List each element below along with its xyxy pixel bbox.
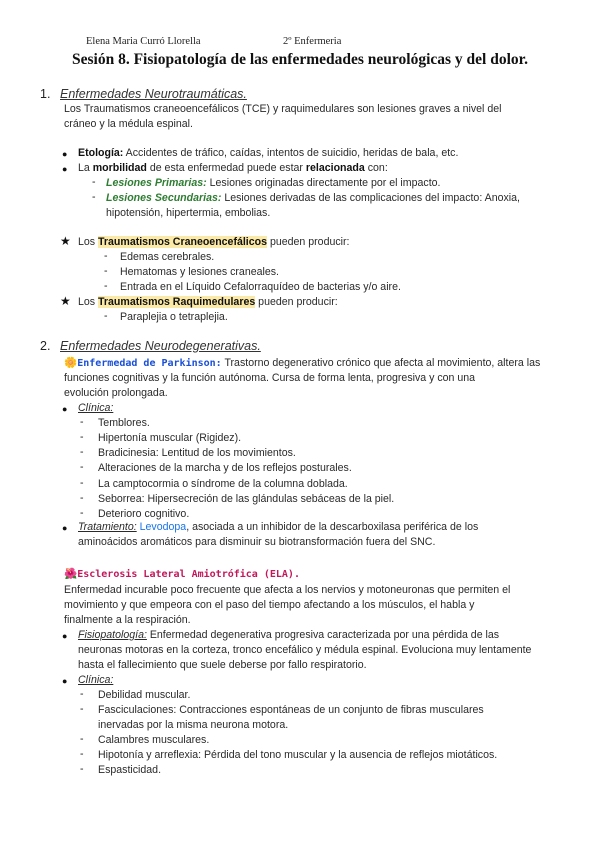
primary-lesions-line xyxy=(106,176,440,191)
clinica-label: Clínica: xyxy=(78,674,114,686)
raq-highlight: Traumatismos Raquimedulares xyxy=(98,296,256,308)
list-item: Paraplejia o tetraplejia. xyxy=(120,311,228,323)
bullet-icon: ● xyxy=(62,523,68,533)
dash-icon: - xyxy=(104,265,108,277)
list-item: Hematomas y lesiones craneales. xyxy=(120,266,279,278)
clinica-label: Clínica: xyxy=(78,402,114,414)
ela-heading xyxy=(64,567,300,582)
dash-icon: - xyxy=(80,431,84,443)
hibiscus-icon: 🌺 xyxy=(64,568,78,580)
treatment-line1 xyxy=(78,520,478,535)
ela-line2: movimiento y que empeora con el paso del tiempo afectando a los músculos, el habla y xyxy=(64,599,475,611)
dash-icon: - xyxy=(92,191,96,203)
list-item: Fasciculaciones: Contracciones espontáneas de un conjunto de fibras musculares xyxy=(98,704,484,716)
parkinson-line2: funciones cognitivas y la función autónoma. Cursa de forma lenta, progresiva y con una xyxy=(64,372,476,384)
parkinson-text: Trastorno degenerativo crónico que afecta al movimiento, altera las xyxy=(221,357,541,369)
dash-icon: - xyxy=(80,416,84,428)
fisio-line2: neuronas motoras en la corteza, tronco encefálico y médula espinal. Evoluciona muy lentamente xyxy=(78,644,532,656)
etiology-label: Etología: xyxy=(78,147,124,159)
morb-bold-1: morbilidad xyxy=(92,162,147,174)
parkinson-label: Enfermedad de Parkinson: xyxy=(77,358,222,369)
raq-pre: Los xyxy=(78,296,99,308)
course-name: 2º Enfermeria xyxy=(283,36,342,47)
list-item: Deterioro cognitivo. xyxy=(98,508,190,520)
tce-intro xyxy=(78,235,349,250)
section-2-number: 2. xyxy=(40,339,51,353)
treatment-line2: aminoácidos aromáticos para disminuir su biotransformación fuera del SNC. xyxy=(78,536,436,548)
dash-icon: - xyxy=(80,733,84,745)
dash-icon: - xyxy=(80,477,84,489)
dash-icon: - xyxy=(104,310,108,322)
section-2-heading: Enfermedades Neurodegenerativas. xyxy=(60,339,261,353)
dash-icon: - xyxy=(80,748,84,760)
primary-lesions-label: Lesiones Primarias: xyxy=(106,177,207,189)
bullet-icon: ● xyxy=(62,404,68,414)
list-item-cont: inervadas por la misma neurona motora. xyxy=(98,719,289,731)
parkinson-line3: evolución prolongada. xyxy=(64,387,168,399)
flower-icon: 🌼 xyxy=(64,357,78,369)
list-item: Temblores. xyxy=(98,417,150,429)
dash-icon: - xyxy=(80,507,84,519)
tce-pre: Los xyxy=(78,236,99,248)
bullet-icon: ● xyxy=(62,164,68,174)
secondary-lesions-label: Lesiones Secundarias: xyxy=(106,192,222,204)
tce-post: pueden producir: xyxy=(267,236,350,248)
list-item: Seborrea: Hipersecreción de las glándulas sebáceas de la piel. xyxy=(98,493,395,505)
ela-label: Esclerosis Lateral Amiotrófica (ELA). xyxy=(77,569,300,580)
star-icon: ★ xyxy=(60,234,71,248)
bullet-icon: ● xyxy=(62,149,68,159)
dash-icon: - xyxy=(104,250,108,262)
ela-line1: Enfermedad incurable poco frecuente que afecta a los nervios y motoneuronas que permiten el xyxy=(64,584,511,596)
list-item: Debilidad muscular. xyxy=(98,689,191,701)
secondary-lesions-text: Lesiones derivadas de las complicaciones del impacto: Anoxia, xyxy=(221,192,520,204)
treatment-text: , asociada a un inhibidor de la descarboxilasa periférica de los xyxy=(186,521,479,533)
dash-icon: - xyxy=(80,763,84,775)
fisio-line1 xyxy=(78,628,499,643)
dash-icon: - xyxy=(80,492,84,504)
dash-icon: - xyxy=(80,688,84,700)
secondary-lesions-line2: hipotensión, hipertermia, embolias. xyxy=(106,207,271,219)
bullet-icon: ● xyxy=(62,676,68,686)
list-item: Bradicinesia: Lentitud de los movimientos. xyxy=(98,447,296,459)
ela-clinica-label xyxy=(78,673,113,688)
s1-intro-line1: Los Traumatismos craneoencefálicos (TCE) y raquimedulares son lesiones graves a nivel del xyxy=(64,103,502,115)
fisio-label: Fisiopatología: xyxy=(78,629,147,641)
dash-icon: - xyxy=(104,280,108,292)
list-item: Calambres musculares. xyxy=(98,734,210,746)
fisio-text: Enfermedad degenerativa progresiva caracterizada por una pérdida de las xyxy=(146,629,500,641)
section-1-heading: Enfermedades Neurotraumáticas. xyxy=(60,87,247,101)
bullet-icon: ● xyxy=(62,631,68,641)
secondary-lesions-line xyxy=(106,191,520,206)
etiology-text: Accidentes de tráfico, caídas, intentos de suicidio, heridas de bala, etc. xyxy=(123,147,459,159)
dash-icon: - xyxy=(80,703,84,715)
tce-highlight: Traumatismos Craneoencefálicos xyxy=(98,236,268,248)
dash-icon: - xyxy=(92,176,96,188)
primary-lesions-text: Lesiones originadas directamente por el impacto. xyxy=(206,177,441,189)
park-clinica-label xyxy=(78,401,113,416)
s1-intro-line2: cráneo y la médula espinal. xyxy=(64,118,193,130)
page-title: Sesión 8. Fisiopatología de las enfermedades neurológicas y del dolor. xyxy=(72,51,528,68)
dash-icon: - xyxy=(80,461,84,473)
ela-line3: finalmente a la respiración. xyxy=(64,614,191,626)
list-item: Hipertonía muscular (Rigidez). xyxy=(98,432,242,444)
list-item: Alteraciones de la marcha y de los reflejos posturales. xyxy=(98,462,352,474)
treatment-label: Tratamiento: xyxy=(78,521,137,533)
raq-intro xyxy=(78,295,338,310)
section-1-number: 1. xyxy=(40,87,51,101)
parkinson-line1 xyxy=(64,356,540,371)
list-item: Edemas cerebrales. xyxy=(120,251,215,263)
levodopa-link[interactable]: Levodopa xyxy=(139,521,187,533)
morb-pre: La xyxy=(78,162,93,174)
list-item: Hipotonía y arreflexia: Pérdida del tono muscular y la ausencia de reflejos miotáticos. xyxy=(98,749,498,761)
fisio-line3: hasta el fallecimiento que suele deberse por fallo respiratorio. xyxy=(78,659,367,671)
morbidity-line xyxy=(78,161,388,176)
dash-icon: - xyxy=(80,446,84,458)
list-item: Espasticidad. xyxy=(98,764,162,776)
raq-post: pueden producir: xyxy=(255,296,338,308)
morb-mid: de esta enfermedad puede estar xyxy=(146,162,306,174)
author-name: Elena Maria Curró Llorella xyxy=(86,36,201,47)
star-icon: ★ xyxy=(60,294,71,308)
etiology-line xyxy=(78,146,458,161)
list-item: La camptocormia o síndrome de la columna doblada. xyxy=(98,478,348,490)
morb-bold-2: relacionada xyxy=(305,162,365,174)
list-item: Entrada en el Líquido Cefalorraquídeo de bacterias y/o aire. xyxy=(120,281,401,293)
morb-post: con: xyxy=(364,162,388,174)
